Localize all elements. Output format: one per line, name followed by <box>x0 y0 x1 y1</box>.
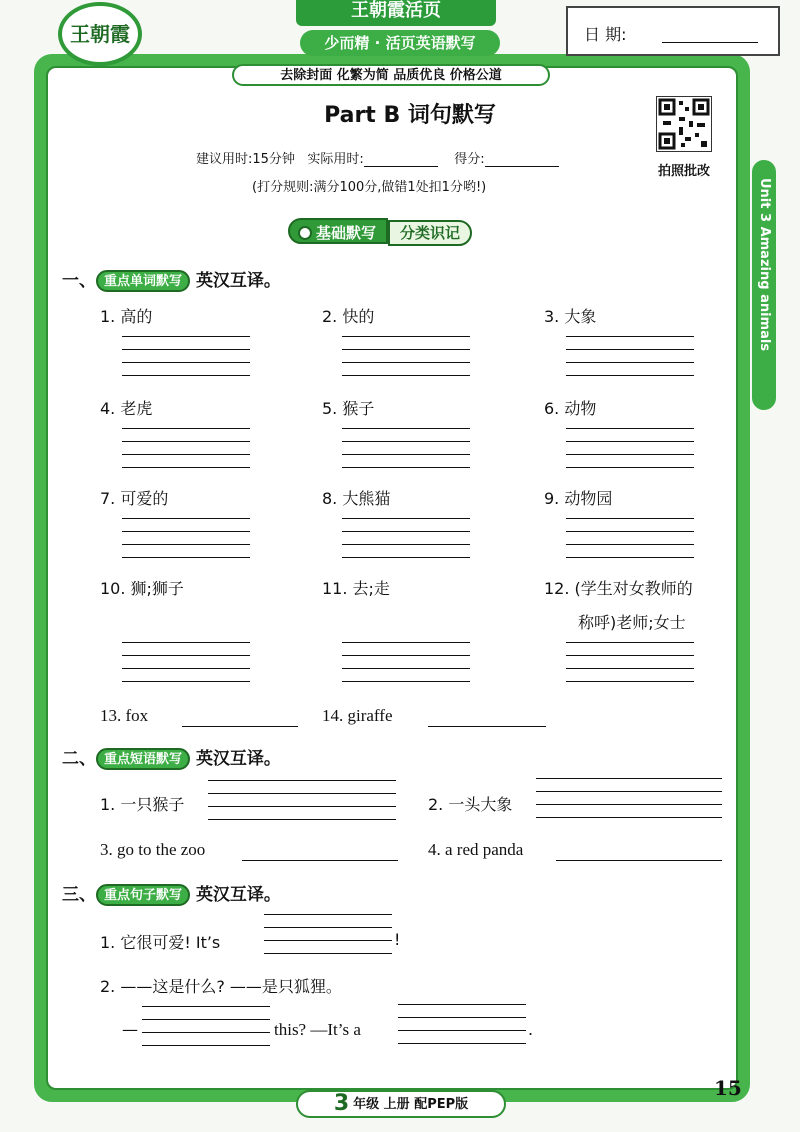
answer-line[interactable] <box>182 726 298 727</box>
word-prompt: 10. 狮;狮子 <box>100 579 184 598</box>
scoring-rule: (打分规则:满分100分,做错1处扣1分哟!) <box>252 180 487 195</box>
unit-side-tab-text: Unit 3 Amazing animals <box>757 178 772 352</box>
banner-left: 基础默写 <box>288 218 388 244</box>
phrase-prompt: 2. 一头大象 <box>428 795 513 814</box>
timing-row <box>196 148 559 167</box>
banner-right: 分类识记 <box>388 220 472 246</box>
phrase-prompt: 1. 一只猴子 <box>100 795 185 814</box>
page-title: Part B 词句默写 <box>324 103 496 128</box>
word-prompt: 12. (学生对女教师的 <box>544 579 693 598</box>
phrase-prompt: 3. go to the zoo <box>100 840 206 859</box>
score-label: 得分: <box>454 152 485 167</box>
answer-line[interactable] <box>556 860 722 861</box>
part2-heading: 二、 重点短语默写 英汉互译。 <box>62 749 281 769</box>
word-prompt: 11. 去;走 <box>322 579 390 598</box>
slogan: 去除封面 化繁为简 品质优良 价格公道 <box>232 64 550 86</box>
section-banner <box>288 218 472 244</box>
brand-title: 王朝霞活页 <box>296 0 496 26</box>
score-field[interactable] <box>485 166 559 167</box>
word-prompt: 3. 大象 <box>544 307 597 326</box>
dialogue-dash: — <box>122 1020 138 1039</box>
part1-heading: 一、 重点单词默写 英汉互译。 <box>62 271 281 291</box>
sentence-prompt: 1. 它很可爱! It’s <box>100 933 221 952</box>
answer-line[interactable] <box>242 860 398 861</box>
part1-badge: 重点单词默写 <box>96 270 190 292</box>
part3-badge: 重点句子默写 <box>96 884 190 906</box>
sentence-end: ! <box>394 930 401 949</box>
date-label: 日 期: <box>584 25 627 44</box>
answer-line[interactable] <box>428 726 546 727</box>
medal-icon <box>298 226 312 240</box>
sentence-mid: this? —It’s a <box>274 1020 361 1039</box>
qr-code-icon[interactable] <box>656 96 712 152</box>
word-prompt: 7. 可爱的 <box>100 489 169 508</box>
grade-footer <box>296 1090 506 1118</box>
word-prompt: 8. 大熊猫 <box>322 489 391 508</box>
actual-time-label: 实际用时: <box>307 152 364 167</box>
word-prompt: 1. 高的 <box>100 307 153 326</box>
sentence-end: . <box>528 1020 534 1039</box>
logo: 王朝霞 <box>58 2 142 66</box>
word-prompt-cont: 称呼)老师;女士 <box>578 613 686 632</box>
qr-label: 拍照批改 <box>657 164 710 179</box>
phrase-prompt: 4. a red panda <box>428 840 524 859</box>
word-prompt: 6. 动物 <box>544 399 597 418</box>
word-prompt: 13. fox <box>100 706 149 725</box>
suggested-time: 建议用时:15分钟 <box>196 152 295 167</box>
actual-time-field[interactable] <box>364 166 438 167</box>
brand-subtitle: 少而精 · 活页英语默写 <box>300 30 500 56</box>
part2-badge: 重点短语默写 <box>96 748 190 770</box>
grade-number: 3 <box>333 1091 350 1116</box>
word-prompt: 4. 老虎 <box>100 399 153 418</box>
sentence-prompt: 2. ——这是什么? ——是只狐狸。 <box>100 977 342 996</box>
word-prompt: 14. giraffe <box>322 706 393 725</box>
page-number: 15 <box>714 1076 742 1100</box>
word-prompt: 9. 动物园 <box>544 489 613 508</box>
part3-heading: 三、 重点句子默写 英汉互译。 <box>62 885 281 905</box>
word-prompt: 5. 猴子 <box>322 399 375 418</box>
date-field[interactable] <box>662 42 758 43</box>
date-box <box>566 6 780 56</box>
grade-text: 年级 上册 配PEP版 <box>353 1097 469 1112</box>
word-prompt: 2. 快的 <box>322 307 375 326</box>
